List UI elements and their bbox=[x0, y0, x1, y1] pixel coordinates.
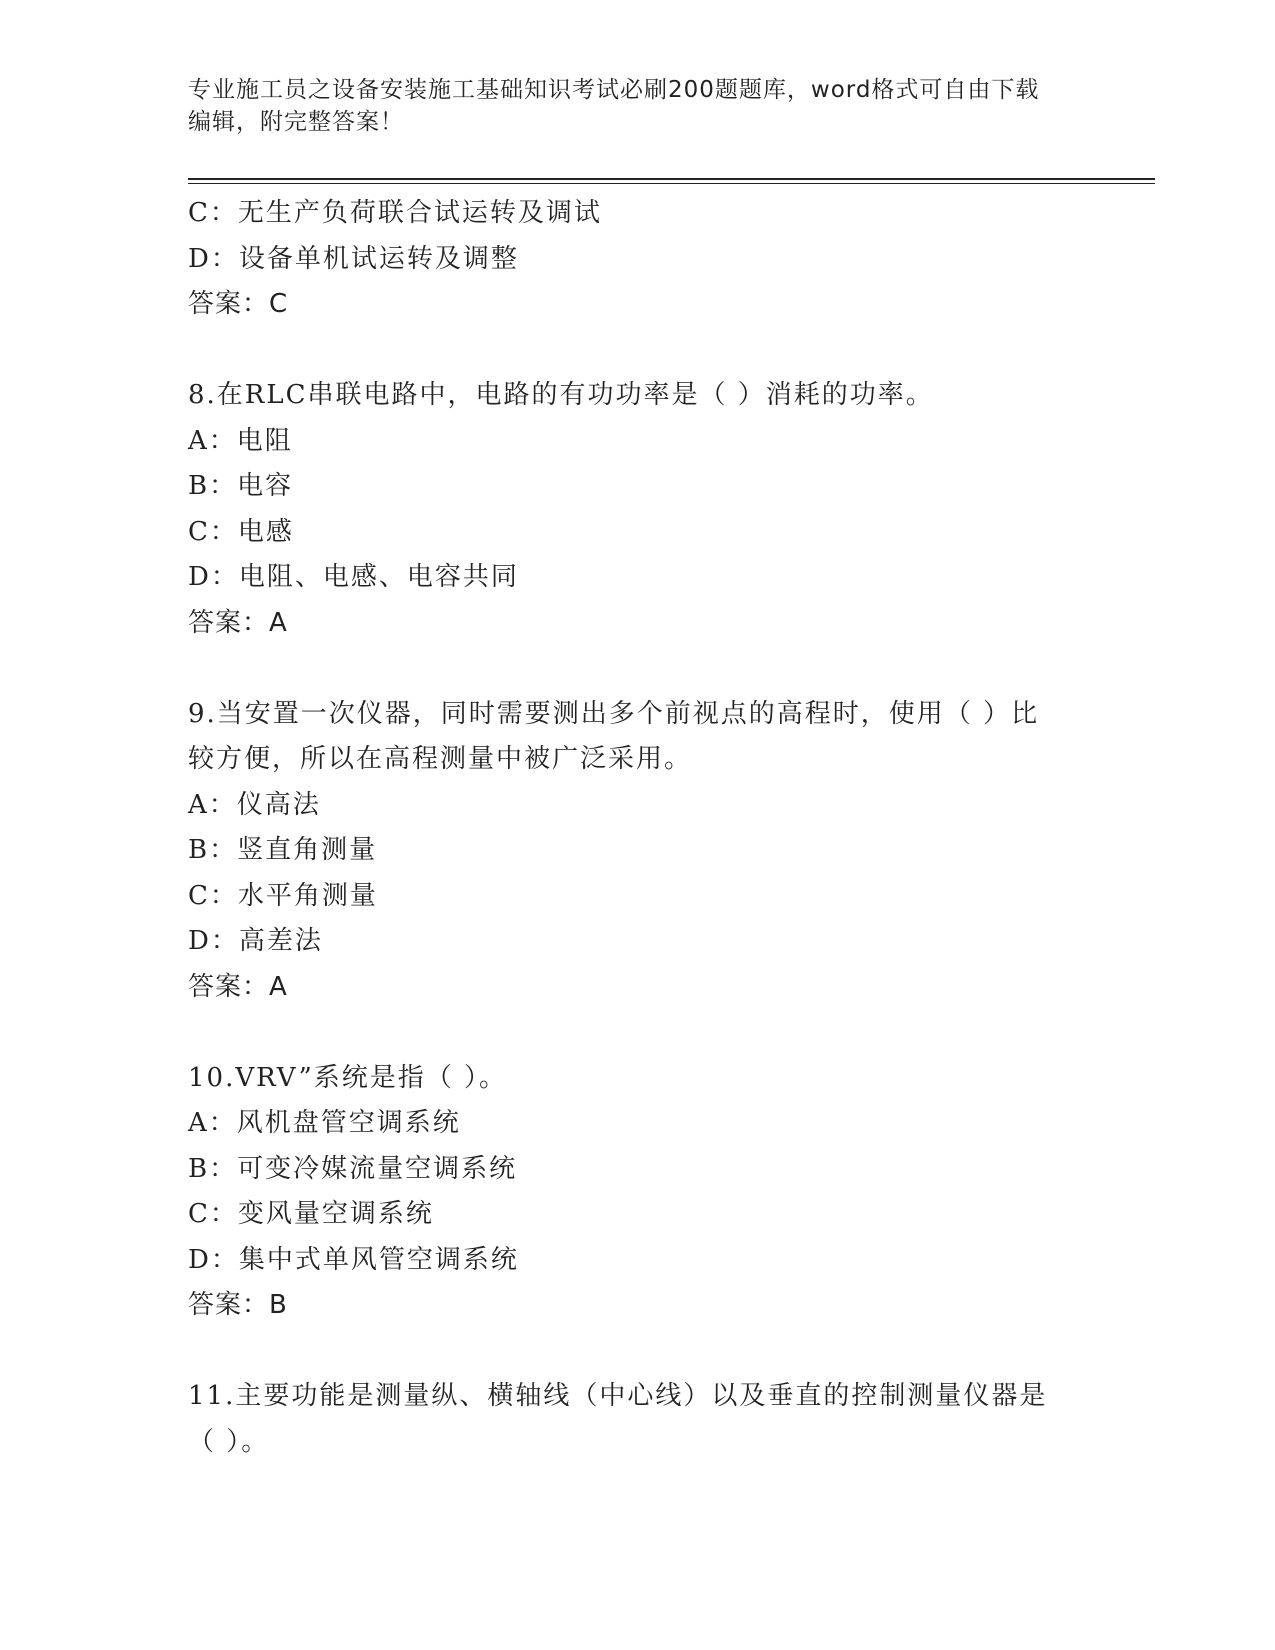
question-stem-line-1: 9.当安置一次仪器，同时需要测出多个前视点的高程时，使用（ ）比 bbox=[188, 698, 1040, 729]
header-divider-thick bbox=[188, 178, 1155, 180]
question-stem-line-1: 11.主要功能是测量纵、横轴线（中心线）以及垂直的控制测量仪器是 bbox=[188, 1381, 1048, 1411]
question-stem-line-2: 较方便，所以在高程测量中被广泛采用。 bbox=[188, 744, 693, 774]
spacer bbox=[188, 1329, 1088, 1375]
spacer bbox=[188, 646, 1088, 692]
header-title-line-2: 编辑，附完整答案！ bbox=[188, 109, 404, 135]
question-10 bbox=[188, 1056, 1088, 1329]
option-a: A：电阻 bbox=[188, 425, 293, 456]
option-c: C：电感 bbox=[188, 516, 294, 547]
question-stem-line-2: （ ）。 bbox=[188, 1426, 270, 1457]
option-d: D：集中式单风管空调系统 bbox=[188, 1244, 519, 1275]
header-title-line-1: 专业施工员之设备安装施工基础知识考试必刷200题题库，word格式可自由下载 bbox=[188, 77, 1040, 103]
question-7 bbox=[188, 191, 1088, 328]
question-11 bbox=[188, 1374, 1088, 1465]
header-divider-thin bbox=[188, 183, 1155, 184]
option-d: D：电阻、电感、电容共同 bbox=[188, 562, 519, 592]
option-c: C：无生产负荷联合试运转及调试 bbox=[188, 198, 602, 228]
question-list bbox=[188, 191, 1088, 1465]
spacer bbox=[188, 328, 1088, 374]
option-b: B：电容 bbox=[188, 471, 294, 501]
question-8 bbox=[188, 373, 1088, 646]
option-b: B：竖直角测量 bbox=[188, 835, 378, 865]
option-d: D：高差法 bbox=[188, 926, 323, 956]
document-header bbox=[188, 74, 1088, 138]
spacer bbox=[188, 1010, 1088, 1056]
option-c: C：水平角测量 bbox=[188, 880, 378, 911]
option-a: A：风机盘管空调系统 bbox=[188, 1108, 461, 1138]
option-a: A：仪高法 bbox=[188, 789, 321, 820]
option-b: B：可变冷媒流量空调系统 bbox=[188, 1153, 518, 1184]
answer-label: 答案：A bbox=[188, 971, 288, 1002]
question-stem: 10.VRV”系统是指（ ）。 bbox=[188, 1062, 508, 1093]
question-stem: 8.在RLC串联电路中，电路的有功功率是（ ）消耗的功率。 bbox=[188, 380, 934, 410]
question-9 bbox=[188, 692, 1088, 1011]
option-c: C：变风量空调系统 bbox=[188, 1199, 434, 1229]
option-d: D：设备单机试运转及调整 bbox=[188, 243, 519, 274]
answer-label: 答案：B bbox=[188, 1290, 288, 1320]
answer-label: 答案：C bbox=[188, 289, 289, 319]
answer-label: 答案：A bbox=[188, 607, 288, 638]
